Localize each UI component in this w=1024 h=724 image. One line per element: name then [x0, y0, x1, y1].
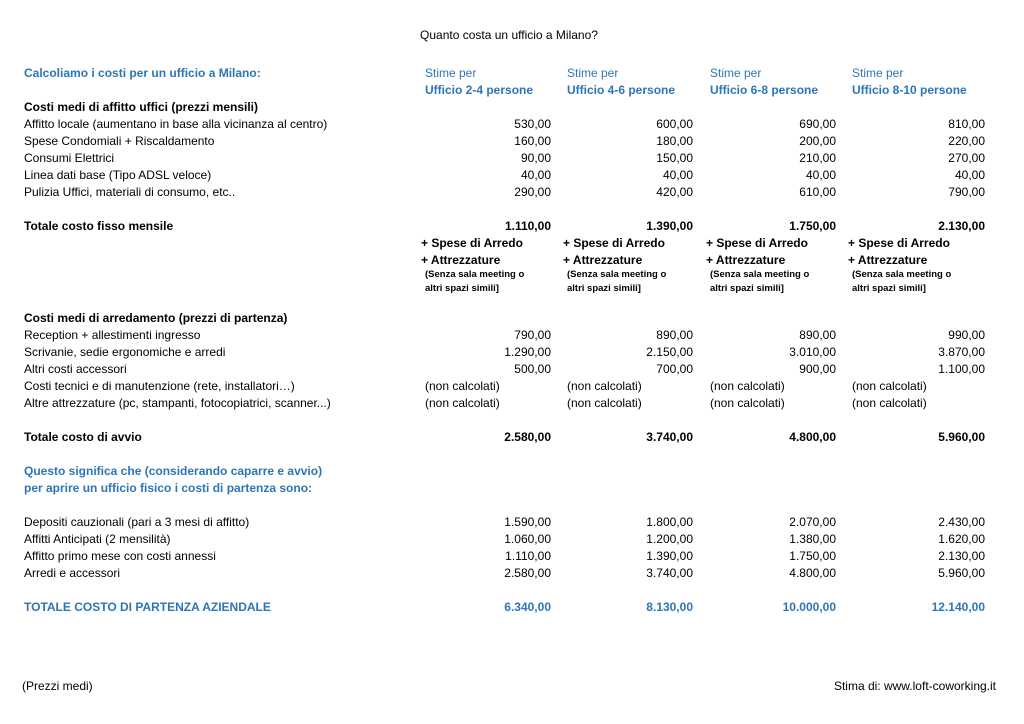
cell-value: 1.750,00: [789, 549, 836, 563]
row-label: Reception + allestimenti ingresso: [24, 328, 201, 342]
note-furnishing: + Spese di Arredo: [706, 236, 808, 250]
note-small: altri spazi simili]: [710, 283, 784, 294]
row-label: Totale costo di avvio: [24, 430, 142, 444]
row-label: Affitti Anticipati (2 mensilità): [24, 532, 171, 546]
cell-value: 1.380,00: [789, 532, 836, 546]
total-value: 2.130,00: [938, 219, 985, 233]
note-equipment: + Attrezzature: [848, 253, 928, 267]
row-label: Costi tecnici e di manutenzione (rete, installatori…): [24, 379, 295, 393]
cell-value: 40,00: [954, 168, 985, 182]
cell-value: 1.110,00: [505, 549, 551, 563]
column-1-header-line2: Ufficio 2-4 persone: [425, 83, 534, 97]
note-small: altri spazi simili]: [425, 283, 499, 294]
cell-value: 270,00: [948, 151, 985, 165]
cell-value: 1.590,00: [504, 515, 551, 529]
cell-value: 2.150,00: [646, 345, 693, 359]
cell-value: 210,00: [799, 151, 836, 165]
cell-value: (non calcolati): [852, 379, 927, 393]
cell-value: 900,00: [799, 362, 836, 376]
cell-value: 220,00: [948, 134, 985, 148]
column-4-header-line1: Stime per: [852, 66, 904, 80]
column-4-header-line2: Ufficio 8-10 persone: [852, 83, 967, 97]
note-equipment: + Attrezzature: [706, 253, 786, 267]
cell-value: 90,00: [520, 151, 551, 165]
row-label: Altre attrezzature (pc, stampanti, fotocopiatrici, scanner...): [24, 396, 331, 410]
grand-total-value: 8.130,00: [646, 600, 693, 614]
calculation-heading: Calcoliamo i costi per un ufficio a Milano:: [24, 66, 261, 80]
cell-value: (non calcolati): [567, 396, 642, 410]
cell-value: (non calcolati): [852, 396, 927, 410]
cell-value: (non calcolati): [567, 379, 642, 393]
furnishing-section-title: Costi medi di arredamento (prezzi di partenza): [24, 311, 288, 325]
cell-value: 1.290,00: [504, 345, 551, 359]
cell-value: 600,00: [656, 117, 693, 131]
row-label: Linea dati base (Tipo ADSL veloce): [24, 168, 212, 182]
footer-source: Stima di: www.loft-coworking.it: [833, 679, 996, 693]
cell-value: 2.430,00: [938, 515, 985, 529]
rent-section-title: Costi medi di affitto uffici (prezzi mensili): [24, 100, 259, 114]
column-2-header-line2: Ufficio 4-6 persone: [567, 83, 676, 97]
note-small: altri spazi simili]: [567, 283, 641, 294]
row-label: Scrivanie, sedie ergonomiche e arredi: [24, 345, 226, 359]
row-label: Totale costo fisso mensile: [24, 219, 174, 233]
cell-value: (non calcolati): [710, 379, 785, 393]
cell-value: 1.100,00: [938, 362, 985, 376]
cell-value: (non calcolati): [425, 396, 500, 410]
cell-value: 2.070,00: [789, 515, 836, 529]
total-value: 1.750,00: [789, 219, 836, 233]
row-label: Pulizia Uffici, materiali di consumo, etc..: [24, 185, 236, 199]
note-furnishing: + Spese di Arredo: [563, 236, 665, 250]
page-title: Quanto costa un ufficio a Milano?: [420, 28, 598, 42]
cell-value: 500,00: [514, 362, 551, 376]
total-value: 1.110,00: [504, 219, 551, 233]
grand-total-value: 6.340,00: [504, 600, 551, 614]
cell-value: 1.060,00: [504, 532, 551, 546]
footer-note: (Prezzi medi): [22, 679, 93, 693]
note-small: (Senza sala meeting o: [852, 269, 952, 280]
cell-value: 890,00: [656, 328, 693, 342]
note-small: (Senza sala meeting o: [567, 269, 667, 280]
column-3-header-line1: Stime per: [710, 66, 762, 80]
column-1-header-line1: Stime per: [425, 66, 477, 80]
cell-value: 200,00: [799, 134, 836, 148]
cell-value: 3.740,00: [646, 566, 693, 580]
total-value: 2.580,00: [504, 430, 551, 444]
cell-value: 810,00: [948, 117, 985, 131]
cell-value: 290,00: [514, 185, 551, 199]
cell-value: 610,00: [799, 185, 836, 199]
note-furnishing: + Spese di Arredo: [421, 236, 523, 250]
row-label: Altri costi accessori: [24, 362, 127, 376]
cell-value: 1.390,00: [646, 549, 693, 563]
cell-value: 5.960,00: [938, 566, 985, 580]
cell-value: 690,00: [799, 117, 836, 131]
note-small: (Senza sala meeting o: [710, 269, 810, 280]
cell-value: 3.010,00: [789, 345, 836, 359]
cell-value: 990,00: [948, 328, 985, 342]
cell-value: 790,00: [514, 328, 551, 342]
cell-value: 40,00: [662, 168, 693, 182]
cell-value: 1.800,00: [646, 515, 693, 529]
cell-value: 2.130,00: [938, 549, 985, 563]
cell-value: 890,00: [799, 328, 836, 342]
cell-value: 2.580,00: [504, 566, 551, 580]
cell-value: 1.200,00: [646, 532, 693, 546]
total-value: 1.390,00: [646, 219, 693, 233]
total-value: 5.960,00: [938, 430, 985, 444]
cell-value: 530,00: [514, 117, 551, 131]
note-equipment: + Attrezzature: [563, 253, 643, 267]
row-label: Affitto locale (aumentano in base alla vicinanza al centro): [24, 117, 328, 131]
row-label: Consumi Elettrici: [24, 151, 115, 165]
cell-value: 4.800,00: [789, 566, 836, 580]
row-label: TOTALE COSTO DI PARTENZA AZIENDALE: [24, 600, 271, 614]
row-label: Depositi cauzionali (pari a 3 mesi di affitto): [24, 515, 250, 529]
total-value: 4.800,00: [789, 430, 836, 444]
row-label: Affitto primo mese con costi annessi: [24, 549, 216, 563]
cell-value: 150,00: [656, 151, 693, 165]
cell-value: 160,00: [514, 134, 551, 148]
cell-value: 790,00: [948, 185, 985, 199]
row-label: Spese Condomiali + Riscaldamento: [24, 134, 215, 148]
cell-value: 700,00: [656, 362, 693, 376]
note-equipment: + Attrezzature: [421, 253, 501, 267]
cell-value: 40,00: [520, 168, 551, 182]
grand-total-value: 12.140,00: [931, 600, 985, 614]
cell-value: 3.870,00: [938, 345, 985, 359]
column-2-header-line1: Stime per: [567, 66, 619, 80]
cell-value: (non calcolati): [710, 396, 785, 410]
cell-value: (non calcolati): [425, 379, 500, 393]
summary-heading-line1: Questo significa che (considerando caparre e avvio): [24, 464, 323, 478]
summary-heading-line2: per aprire un ufficio fisico i costi di partenza sono:: [24, 481, 313, 495]
total-value: 3.740,00: [646, 430, 693, 444]
cell-value: 420,00: [656, 185, 693, 199]
grand-total-value: 10.000,00: [782, 600, 836, 614]
cell-value: 40,00: [805, 168, 836, 182]
note-small: altri spazi simili]: [852, 283, 926, 294]
cell-value: 1.620,00: [938, 532, 985, 546]
note-small: (Senza sala meeting o: [425, 269, 525, 280]
row-label: Arredi e accessori: [24, 566, 121, 580]
cell-value: 180,00: [656, 134, 693, 148]
note-furnishing: + Spese di Arredo: [848, 236, 950, 250]
column-3-header-line2: Ufficio 6-8 persone: [710, 83, 819, 97]
